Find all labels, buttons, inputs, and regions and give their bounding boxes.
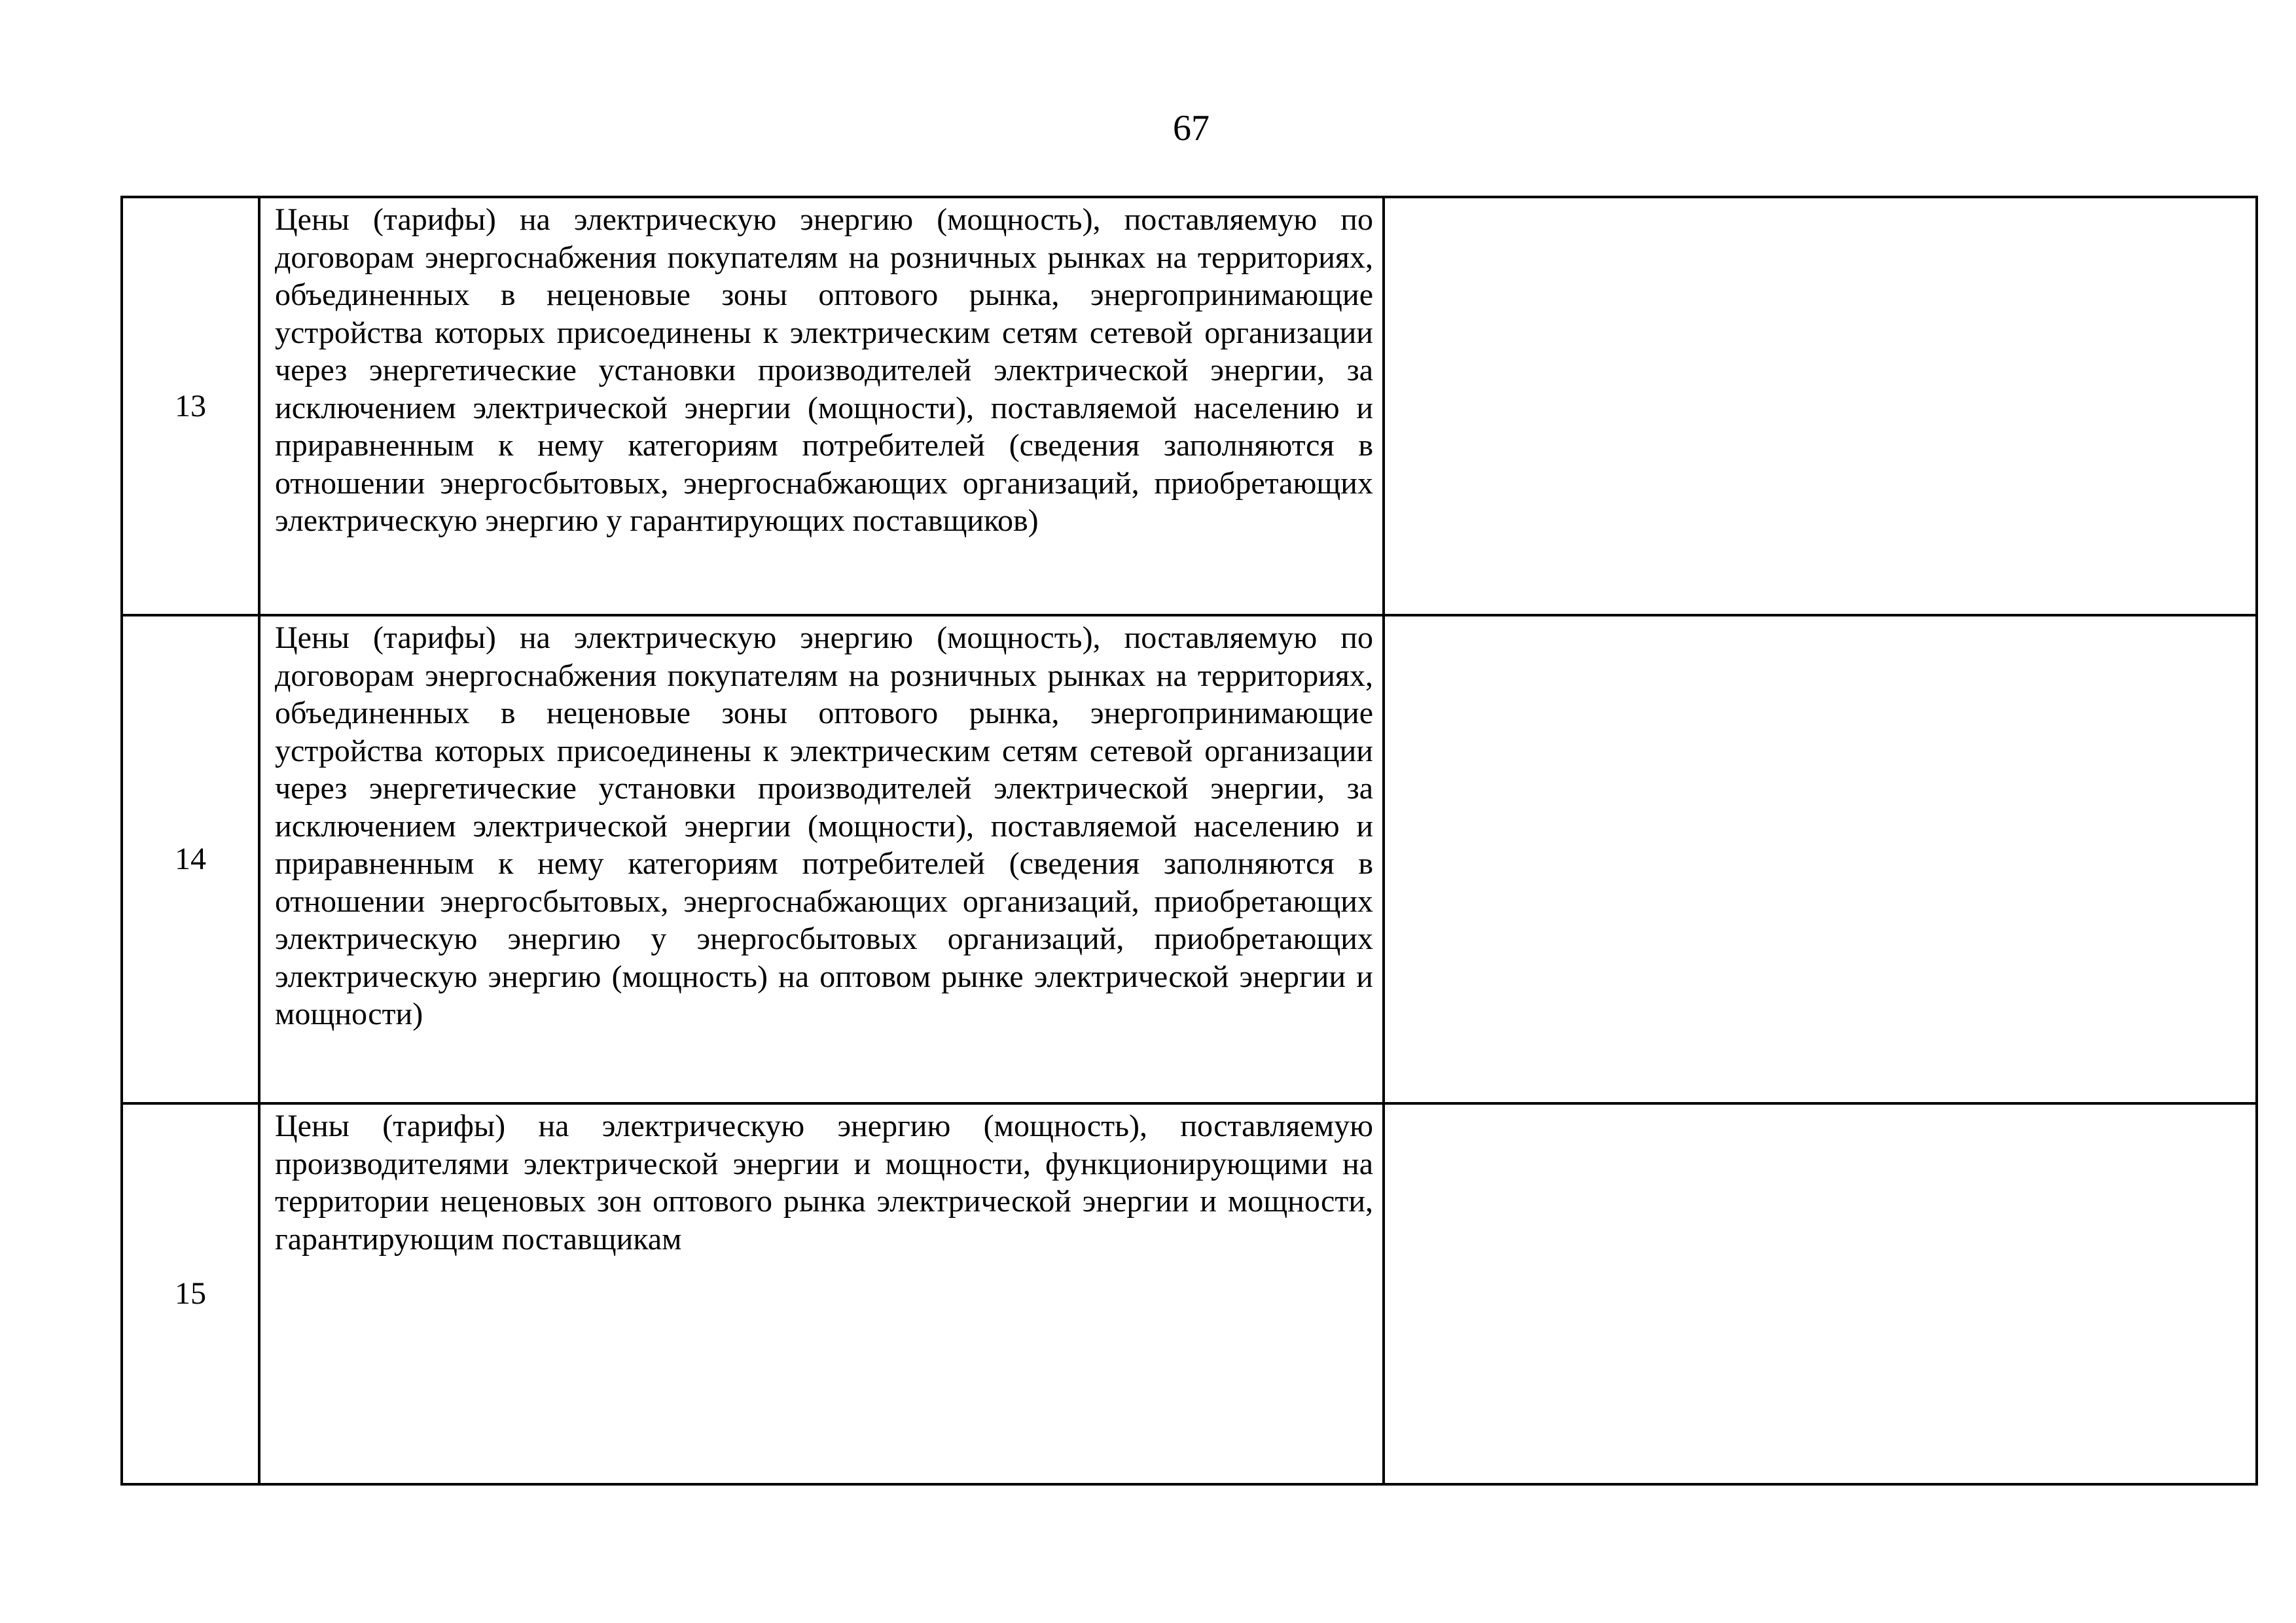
page-number: 67 xyxy=(1173,108,1210,149)
row-value xyxy=(1384,1103,2257,1484)
row-number: 14 xyxy=(122,615,259,1103)
row-description: Цены (тарифы) на электрическую энергию (мощность), поставляемую по договорам энергоснабжения покупателям на розничных рынках на территориях, объединенных в неценовые зоны оптового рынка, энергопринимающие устройства которых присоединены к электрическим сетям сетевой организации через энергетические установки производителей электрической энергии, за исключением электрической энергии (мощности), поставляемой населению и приравненным к нему категориям потребителей (сведения заполняются в отношении энергосбытовых, энергоснабжающих организаций, приобретающих электрическую энергию у гарантирующих поставщиков) xyxy=(259,197,1384,615)
row-value xyxy=(1384,197,2257,615)
table-row xyxy=(122,197,2257,615)
row-number: 15 xyxy=(122,1103,259,1484)
table-row xyxy=(122,615,2257,1103)
row-description: Цены (тарифы) на электрическую энергию (мощность), поставляемую производителями электрической энергии и мощности, функционирующими на территории неценовых зон оптового рынка электрической энергии и мощности, гарантирующим поставщикам xyxy=(259,1103,1384,1484)
tariff-table xyxy=(120,196,2258,1486)
row-number: 13 xyxy=(122,197,259,615)
table-row xyxy=(122,1103,2257,1484)
row-value xyxy=(1384,615,2257,1103)
row-description: Цены (тарифы) на электрическую энергию (мощность), поставляемую по договорам энергоснабжения покупателям на розничных рынках на территориях, объединенных в неценовые зоны оптового рынка, энергопринимающие устройства которых присоединены к электрическим сетям сетевой организации через энергетические установки производителей электрической энергии, за исключением электрической энергии (мощности), поставляемой населению и приравненным к нему категориям потребителей (сведения заполняются в отношении энергосбытовых, энергоснабжающих организаций, приобретающих электрическую энергию у энергосбытовых организаций, приобретающих электрическую энергию (мощность) на оптовом рынке электрической энергии и мощности) xyxy=(259,615,1384,1103)
